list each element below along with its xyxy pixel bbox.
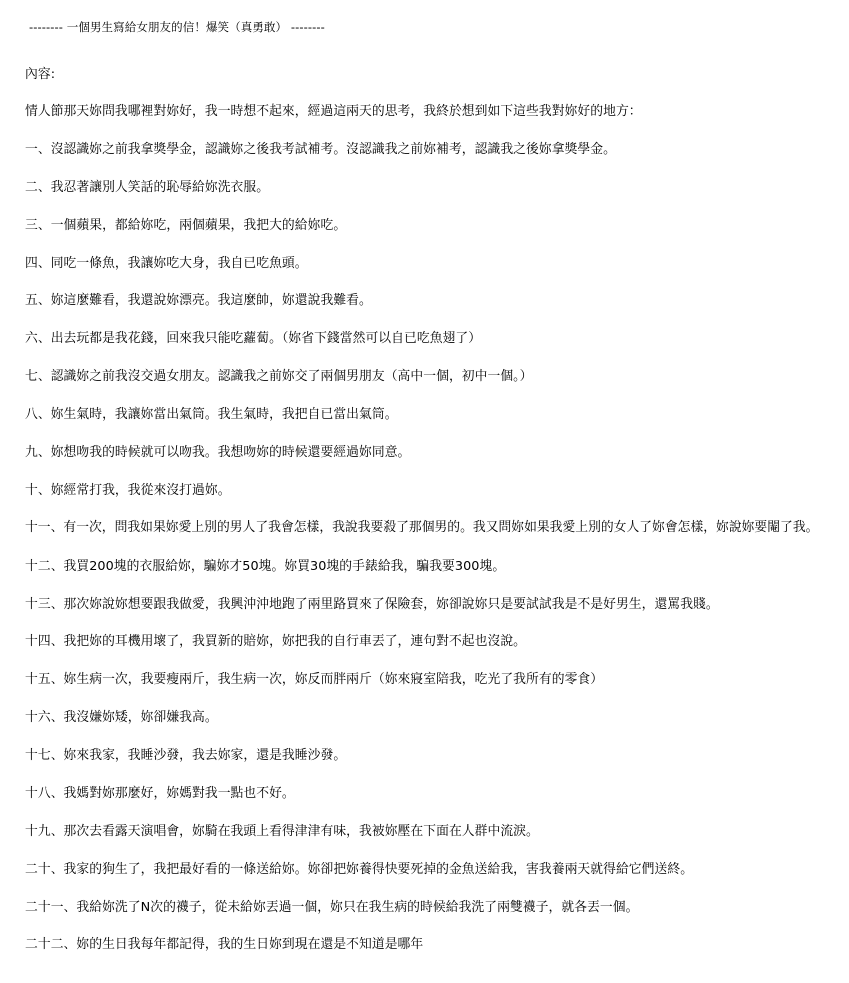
list-item: 十七、妳來我家，我睡沙發，我去妳家，還是我睡沙發。 [25, 748, 347, 763]
content-label: 內容: [25, 67, 56, 82]
list-item: 八、妳生氣時，我讓妳當出氣筒。我生氣時，我把自已當出氣筒。 [25, 407, 398, 422]
list-item: 十五、妳生病一次，我要瘦兩斤，我生病一次，妳反而胖兩斤（妳來寢室陪我，吃光了我所有的零食） [25, 672, 604, 687]
list-item: 二十二、妳的生日我每年都記得，我的生日妳到現在還是不知道是哪年 [25, 937, 424, 952]
list-item: 十、妳經常打我，我從來沒打過妳。 [25, 483, 231, 498]
list-item: 二十一、我給妳洗了N次的襪子，從未給妳丟過一個，妳只在我生病的時候給我洗了兩雙襪子，就各丟一個。 [25, 900, 639, 915]
list-item: 二、我忍著讓別人笑話的恥辱給妳洗衣服。 [25, 180, 270, 195]
list-item: 六、出去玩都是我花錢，回來我只能吃蘿蔔。（妳省下錢當然可以自已吃魚翅了） [25, 331, 482, 346]
list-item: 十一、有一次，問我如果妳愛上別的男人了我會怎樣，我說我要殺了那個男的。我又問妳如果我愛上別的女人了妳會怎樣，妳說妳要閹了我。 [25, 520, 819, 535]
list-item: 二十、我家的狗生了，我把最好看的一條送給妳。妳卻把妳養得快要死掉的金魚送給我，害我養兩天就得給它們送終。 [25, 862, 694, 877]
list-item: 十四、我把妳的耳機用壞了，我買新的賠妳，妳把我的自行車丟了，連句對不起也沒說。 [25, 634, 527, 649]
intro-paragraph: 情人節那天妳問我哪裡對妳好，我一時想不起來，經過這兩天的思考，我終於想到如下這些我對妳好的地方： [25, 104, 642, 119]
list-item: 十三、那次妳說妳想要跟我做愛，我興沖沖地跑了兩里路買來了保險套，妳卻說妳只是要試試我是不是好男生，還罵我賤。 [25, 597, 719, 612]
list-item: 十九、那次去看露天演唱會，妳騎在我頭上看得津津有味，我被妳壓在下面在人群中流淚。 [25, 824, 539, 839]
list-item: 十八、我媽對妳那麼好，妳媽對我一點也不好。 [25, 786, 295, 801]
document-title: -------- 一個男生寫給女朋友的信！爆笑（真勇敢） -------- [29, 20, 325, 34]
list-item: 三、一個蘋果，都給妳吃，兩個蘋果，我把大的給妳吃。 [25, 218, 347, 233]
list-item: 十二、我買200塊的衣服給妳，騙妳才50塊。妳買30塊的手錶給我，騙我要300塊。 [25, 559, 506, 574]
list-item: 七、認識妳之前我沒交過女朋友。認識我之前妳交了兩個男朋友（高中一個，初中一個。） [25, 369, 533, 384]
list-item: 九、妳想吻我的時候就可以吻我。我想吻妳的時候還要經過妳同意。 [25, 445, 411, 460]
list-item: 四、同吃一條魚，我讓妳吃大身，我自已吃魚頭。 [25, 256, 308, 271]
list-item: 一、沒認識妳之前我拿獎學金，認識妳之後我考試補考。沒認識我之前妳補考，認識我之後妳拿獎學金。 [25, 142, 616, 157]
list-item: 五、妳這麼難看，我還說妳漂亮。我這麼帥，妳還說我難看。 [25, 293, 372, 308]
list-item: 十六、我沒嫌妳矮，妳卻嫌我高。 [25, 710, 218, 725]
